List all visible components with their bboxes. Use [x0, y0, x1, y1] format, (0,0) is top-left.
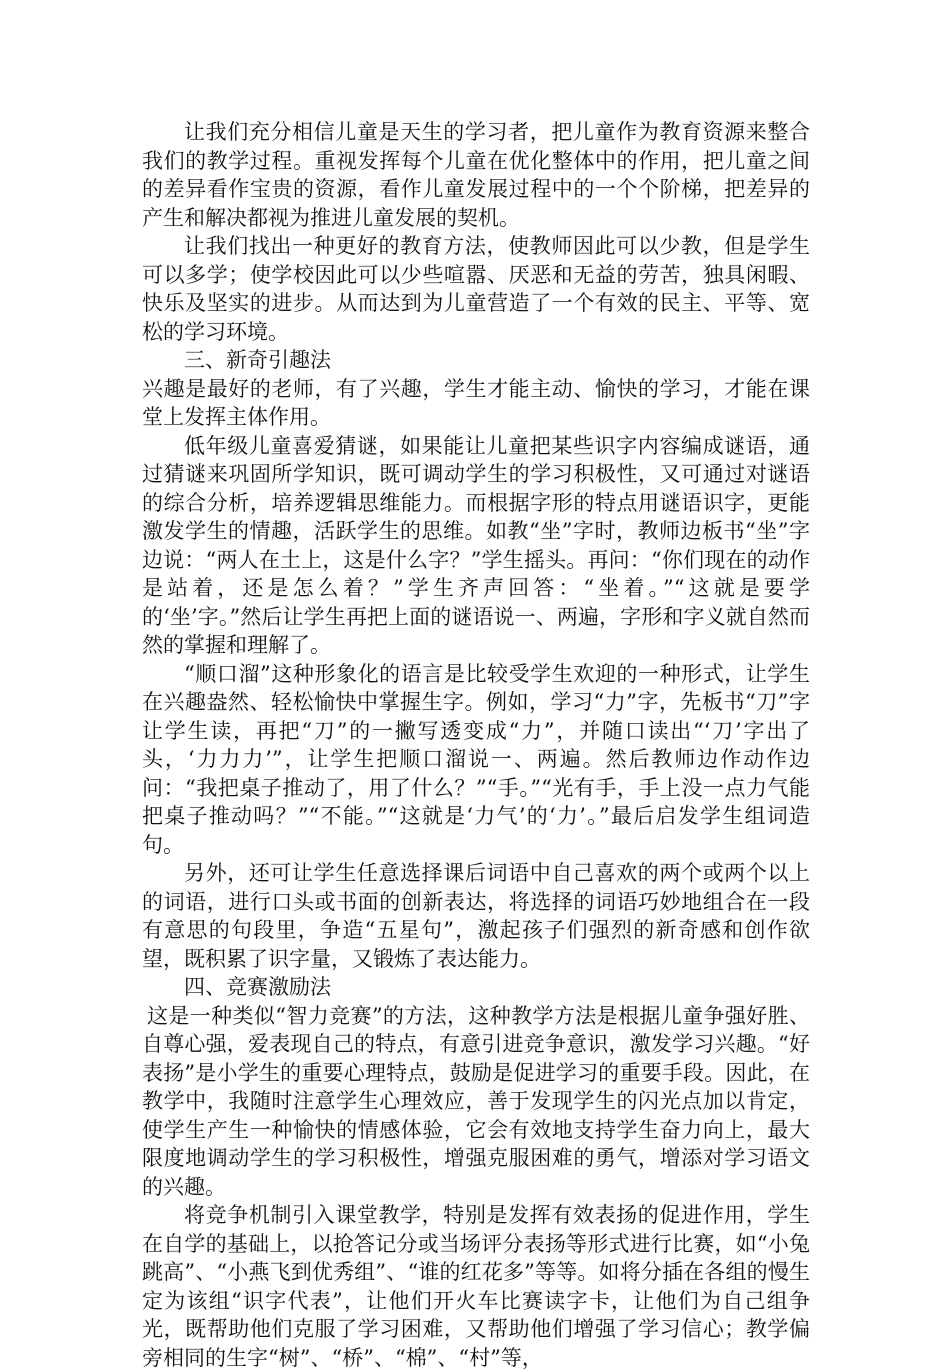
paragraph-interest-teacher: 兴趣是最好的老师，有了兴趣，学生才能主动、愉快的学习，才能在课堂上发挥主体作用。	[142, 376, 810, 429]
document-body	[142, 118, 810, 1372]
paragraph-rhymes: “顺口溜”这种形象化的语言是比较受学生欢迎的一种形式，让学生在兴趣盎然、轻松愉快中掌握生字。例如，学习“力”字，先板书“刀”字让学生读，再把“刀”的一撇写透变成“力”，并随口读出“‘刀’字出了头，‘力力力’”，让学生把顺口溜说一、两遍。然后教师边作动作边问：“我把桌子推动了，用了什么？”“手。”“光有手，手上没一点力气能把桌子推动吗？”“不能。”“这就是‘力气’的‘力’。”最后启发学生组词造句。	[142, 661, 810, 857]
paragraph-better-method: 让我们找出一种更好的教育方法，使教师因此可以少教，但是学生可以多学；使学校因此可以少些喧嚣、厌恶和无益的劳苦，独具闲暇、快乐及坚实的进步。从而达到为儿童营造了一个有效的民主、平等、宽松的学习环境。	[142, 234, 810, 344]
paragraph-children-learners: 让我们充分相信儿童是天生的学习者，把儿童作为教育资源来整合我们的教学过程。重视发挥每个儿童在优化整体中的作用，把儿童之间的差异看作宝贵的资源，看作儿童发展过程中的一个个阶梯，把差异的产生和解决都视为推进儿童发展的契机。	[142, 120, 810, 230]
paragraph-competition-mechanism: 将竞争机制引入课堂教学，特别是发挥有效表扬的促进作用，学生在自学的基础上，以抢答记分或当场评分表扬等形式进行比赛，如“小兔跳高”、“小燕飞到优秀组”、“谁的红花多”等等。如将分插在各组的慢生定为该组“识字代表”，让他们开火车比赛读字卡，让他们为自己组争光，既帮助他们克服了学习困难，又帮助他们增强了学习信心；教学偏旁相同的生字“树”、“桥”、“棉”、“村”等，	[142, 1203, 810, 1370]
section-heading-novelty: 三、新奇引趣法	[184, 348, 331, 372]
paragraph-riddles: 低年级儿童喜爱猜谜，如果能让儿童把某些识字内容编成谜语，通过猜谜来巩固所学知识，既可调动学生的学习积极性，又可通过对谜语的综合分析，培养逻辑思维能力。而根据字形的特点用谜语识字，更能激发学生的情趣，活跃学生的思维。如教“坐”字时，教师边板书“坐”字边说：“两人在土上，这是什么字？”学生摇头。再问：“你们现在的动作是站着，还是怎么着？”学生齐声回答：“坐着。”“这就是要学的‘坐’字。”然后让学生再把上面的谜语说一、两遍，字形和字义就自然而然的掌握和理解了。	[142, 433, 810, 657]
paragraph-word-choice: 另外，还可让学生任意选择课后词语中自己喜欢的两个或两个以上的词语，进行口头或书面的创新表达，将选择的词语巧妙地组合在一段有意思的句段里，争造“五星句”，激起孩子们强烈的新奇感和创作欲望，既积累了识字量，又锻炼了表达能力。	[142, 861, 810, 971]
section-heading-competition: 四、竞赛激励法	[184, 975, 331, 999]
paragraph-intellect-contest: 这是一种类似“智力竞赛”的方法，这种教学方法是根据儿童争强好胜、自尊心强，爱表现自己的特点，有意引进竞争意识，激发学习兴趣。“好表扬”是小学生的重要心理特点，鼓励是促进学习的重要手段。因此，在教学中，我随时注意学生心理效应，善于发现学生的闪光点加以肯定，使学生产生一种愉快的情感体验，它会有效地支持学生奋力向上，最大限度地调动学生的学习积极性，增强克服困难的勇气，增添对学习语文的兴趣。	[142, 1003, 810, 1199]
